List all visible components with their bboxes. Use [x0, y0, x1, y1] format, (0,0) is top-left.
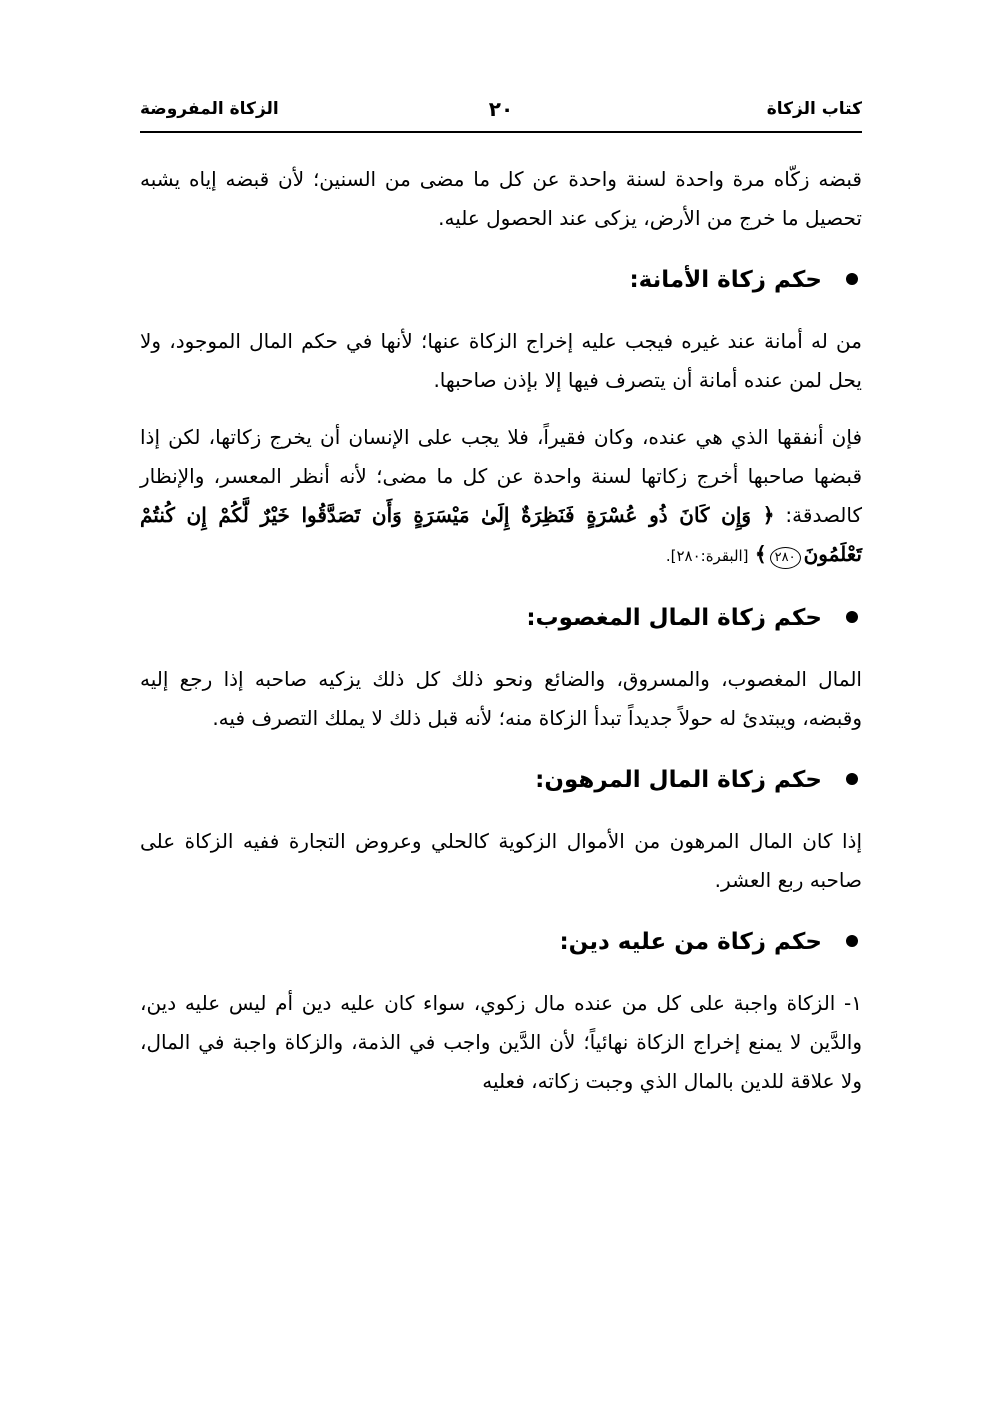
bullet-icon: [846, 773, 858, 785]
heading-amana: [140, 260, 862, 300]
paragraph-amana-2: [140, 418, 862, 576]
heading-maghsoub: [140, 598, 862, 638]
book-title: كتاب الزكاة: [766, 99, 862, 119]
section-title: الزكاة المفروضة: [140, 99, 279, 119]
bullet-icon: [846, 935, 858, 947]
bullet-icon: [846, 611, 858, 623]
paragraph-maghsoub: المال المغصوب، والمسروق، والضائع ونحو ذلك كل ذلك يزكيه صاحبه إذا رجع إليه وقبضه، ويبتدئ له حولاً جديداً تبدأ الزكاة منه؛ لأنه قبل ذلك لا يملك التصرف فيه.: [140, 667, 862, 730]
paragraph-intro: قبضه زكّاه مرة واحدة لسنة واحدة عن كل ما مضى من السنين؛ لأن قبضه إياه يشبه تحصيل ما خرج من الأرض، يزكى عند الحصول عليه.: [140, 167, 862, 230]
paragraph-marhoun: إذا كان المال المرهون من الأموال الزكوية كالحلي وعروض التجارة ففيه الزكاة على صاحبه ربع العشر.: [140, 829, 862, 892]
heading-text: حكم زكاة المال المغصوب:: [526, 605, 822, 631]
page-number: ٢٠: [488, 97, 514, 121]
page-header: [140, 95, 862, 129]
paragraph-amana-1: من له أمانة عند غيره فيجب عليه إخراج الزكاة عنها؛ لأنها في حكم المال الموجود، ولا يحل لمن عنده أمانة أن يتصرف فيها إلا بإذن صاحبها.: [140, 329, 862, 392]
heading-text: حكم زكاة من عليه دين:: [559, 929, 822, 955]
paragraph-text: فإن أنفقها الذي هي عنده، وكان فقيراً، فلا يجب على الإنسان أن يخرج زكاتها، لكن إذا قبضها صاحبها أخرج زكاتها لسنة واحدة عن كل ما مضى؛ لأنه أنظر المعسر، والإنظار كالصدقة:: [140, 425, 862, 527]
heading-text: حكم زكاة الأمانة:: [629, 267, 822, 293]
paragraph-dayn-1: ١- الزكاة واجبة على كل من عنده مال زكوي، سواء كان عليه دين أم ليس عليه دين، والدَّين لا يمنع إخراج الزكاة نهائياً؛ لأن الدَّين واجب في الذمة، والزكاة واجبة في المال، ولا علاقة للدين بالمال الذي وجبت زكاته، فعليه: [140, 991, 862, 1093]
heading-text: حكم زكاة المال المرهون:: [535, 767, 822, 793]
quran-reference: [البقرة:٢٨٠].: [665, 547, 749, 565]
quran-bracket-close: ﴾: [754, 542, 767, 566]
header-divider: [140, 131, 862, 133]
page-body: [140, 160, 862, 1123]
ayah-number-mark: ٢٨٠: [770, 547, 801, 569]
quran-verse: ﴿ وَإِن كَانَ ذُو عُسْرَةٍ فَنَظِرَةٌ إِلَىٰ مَيْسَرَةٍ وَأَن تَصَدَّقُوا خَيْرٌ لَّكُمْ إِن كُنتُمْ تَعْلَمُونَ: [140, 503, 862, 566]
heading-dayn: [140, 922, 862, 962]
bullet-icon: [846, 273, 858, 285]
heading-marhoun: [140, 760, 862, 800]
